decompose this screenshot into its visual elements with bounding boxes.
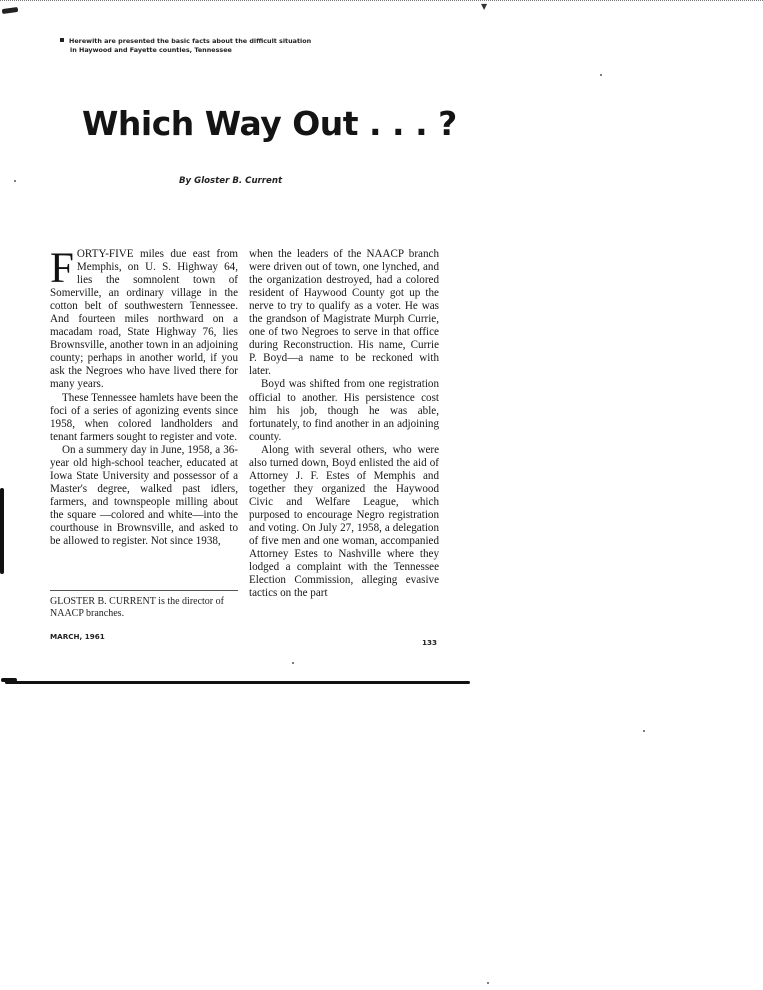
scan-speck [600,74,602,76]
intro-note [60,37,380,55]
paragraph [50,245,238,392]
scan-artifact: ▼ [481,2,488,11]
paragraph: Along with several others, who were also turned down, Boyd enlisted the aid of Attorney J. F. Estes of Memphis and together they organized the Haywood Civic and Welfare League, which purposed to encourage Negro registration and voting. On July 27, 1958, a delegation of five men and one woman, accompanied Attorney Estes to Nashville where they lodged a complaint with the Tennessee Election Commission, alleging evasive tactics on the part [249,443,439,600]
paragraph: Boyd was shifted from one registration official to another. His persistence cost him his job, though he was able, fortunately, to find another in an adjoining county. [249,378,439,443]
scan-artifact [5,681,470,684]
paragraph: These Tennessee hamlets have been the foci of a series of agonizing events since 1958, when colored landholders and tenant farmers sought to register and vote. [50,391,238,443]
scan-speck [487,982,489,984]
footnote-rule [50,590,238,591]
bullet-icon [60,38,64,42]
paragraph: when the leaders of the NAACP branch were driven out of town, one lynched, and the organization destroyed, had a colored resident of Haywood County got up the nerve to try to qualify as a voter. He was the grandson of Magistrate Murph Currie, one of two Negroes to serve in that office during Reconstruction. His name, Currie P. Boyd—a name to be reckoned with later. [249,248,439,378]
scan-top-border [0,0,763,5]
issue-date: MARCH, 1961 [50,632,105,641]
drop-cap: F [50,245,74,292]
scan-speck [643,730,645,732]
intro-line-2: in Haywood and Fayette counties, Tennessee [70,46,232,54]
intro-line-1: Herewith are presented the basic facts about the difficult situation [69,37,312,45]
paragraph: On a summery day in June, 1958, a 36-year old high-school teacher, educated at Iowa State University and possessor of a Master's degree, walked past idlers, farmers, and townspeople milling about the square —colored and white—into the courthouse in Brownsville, and asked to be allowed to register. Not since 1938, [50,443,238,548]
paragraph-text: ORTY-FIVE miles due east from Memphis, on U. S. Highway 64, lies the somnolent town of Somerville, an ordinary village in the cotton belt of southwestern Tennessee. And fourteen miles northward on a macadam road, State Highway 76, lies Brownsville, another town in an adjoining county; perhaps in another world, if you ask the Negroes who have lived there for many years. [50,248,238,391]
page-number: 133 [422,638,438,647]
article-column-left [50,245,238,548]
article-column-right [249,248,439,600]
scan-speck [14,180,16,182]
author-footnote: GLOSTER B. CURRENT is the director of NAACP branches. [50,596,224,619]
byline: By Gloster B. Current [179,176,283,186]
scan-artifact [2,7,19,14]
scan-artifact [0,488,4,574]
article-title: Which Way Out . . . ? [82,104,457,143]
scan-speck [292,662,294,664]
